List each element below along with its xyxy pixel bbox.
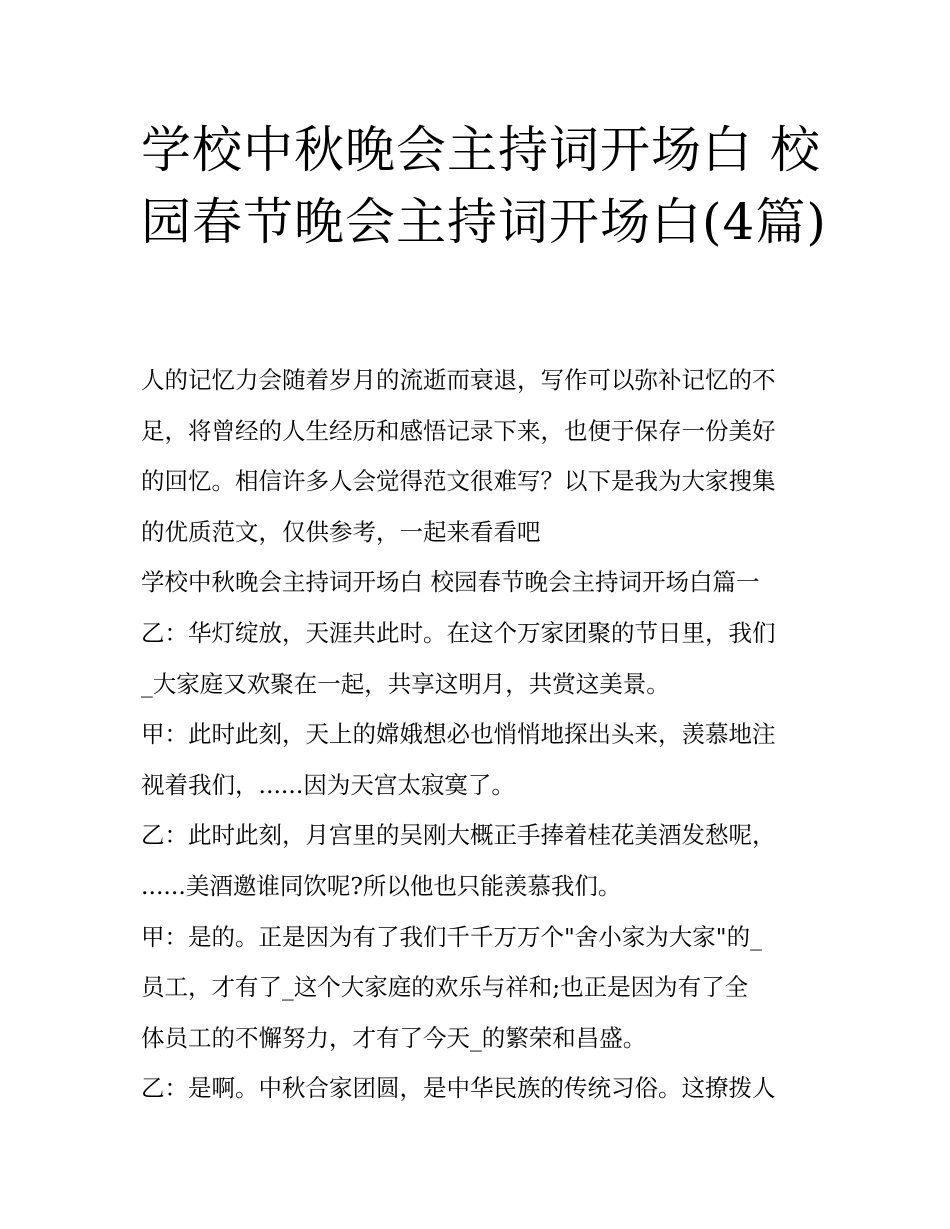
body-line: 的优质范文，仅供参考，一起来看看吧 (141, 517, 541, 546)
body-line: 乙：华灯绽放，天涯共此时。在这个万家团聚的节日里，我们 (141, 618, 776, 647)
section-heading: 学校中秋晚会主持词开场白 校园春节晚会主持词开场白篇一 (141, 568, 760, 597)
body-line: 视着我们，......因为天宫太寂寞了。 (141, 770, 515, 799)
document-title: 学校中秋晚会主持词开场白 校园春节晚会主持词开场白(4篇) (141, 121, 827, 251)
body-line: ......美酒邀谁同饮呢?所以他也只能羡慕我们。 (141, 871, 622, 900)
document-body (141, 355, 831, 1114)
body-line: 甲：是的。正是因为有了我们千千万万个"舍小家为大家"的_ (141, 922, 762, 951)
body-line: 的回忆。相信许多人会觉得范文很难写？以下是我为大家搜集 (141, 467, 776, 496)
body-line: 甲：此时此刻，天上的嫦娥想必也悄悄地探出头来，羡慕地注 (141, 720, 776, 749)
body-line: 乙：是啊。中秋合家团圆，是中华民族的传统习俗。这撩拨人 (141, 1074, 776, 1103)
body-line: _大家庭又欢聚在一起，共享这明月，共赏这美景。 (141, 669, 670, 698)
body-line: 人的记忆力会随着岁月的流逝而衰退，写作可以弥补记忆的不 (141, 366, 776, 394)
body-line: 乙：此时此刻，月宫里的吴刚大概正手捧着桂花美酒发愁呢， (141, 821, 776, 850)
body-line: 体员工的不懈努力，才有了今天_的繁荣和昌盛。 (141, 1023, 647, 1052)
body-line: 足，将曾经的人生经历和感悟记录下来，也便于保存一份美好 (141, 416, 776, 445)
body-line: 员工，才有了_这个大家庭的欢乐与祥和;也正是因为有了全 (141, 973, 749, 1002)
